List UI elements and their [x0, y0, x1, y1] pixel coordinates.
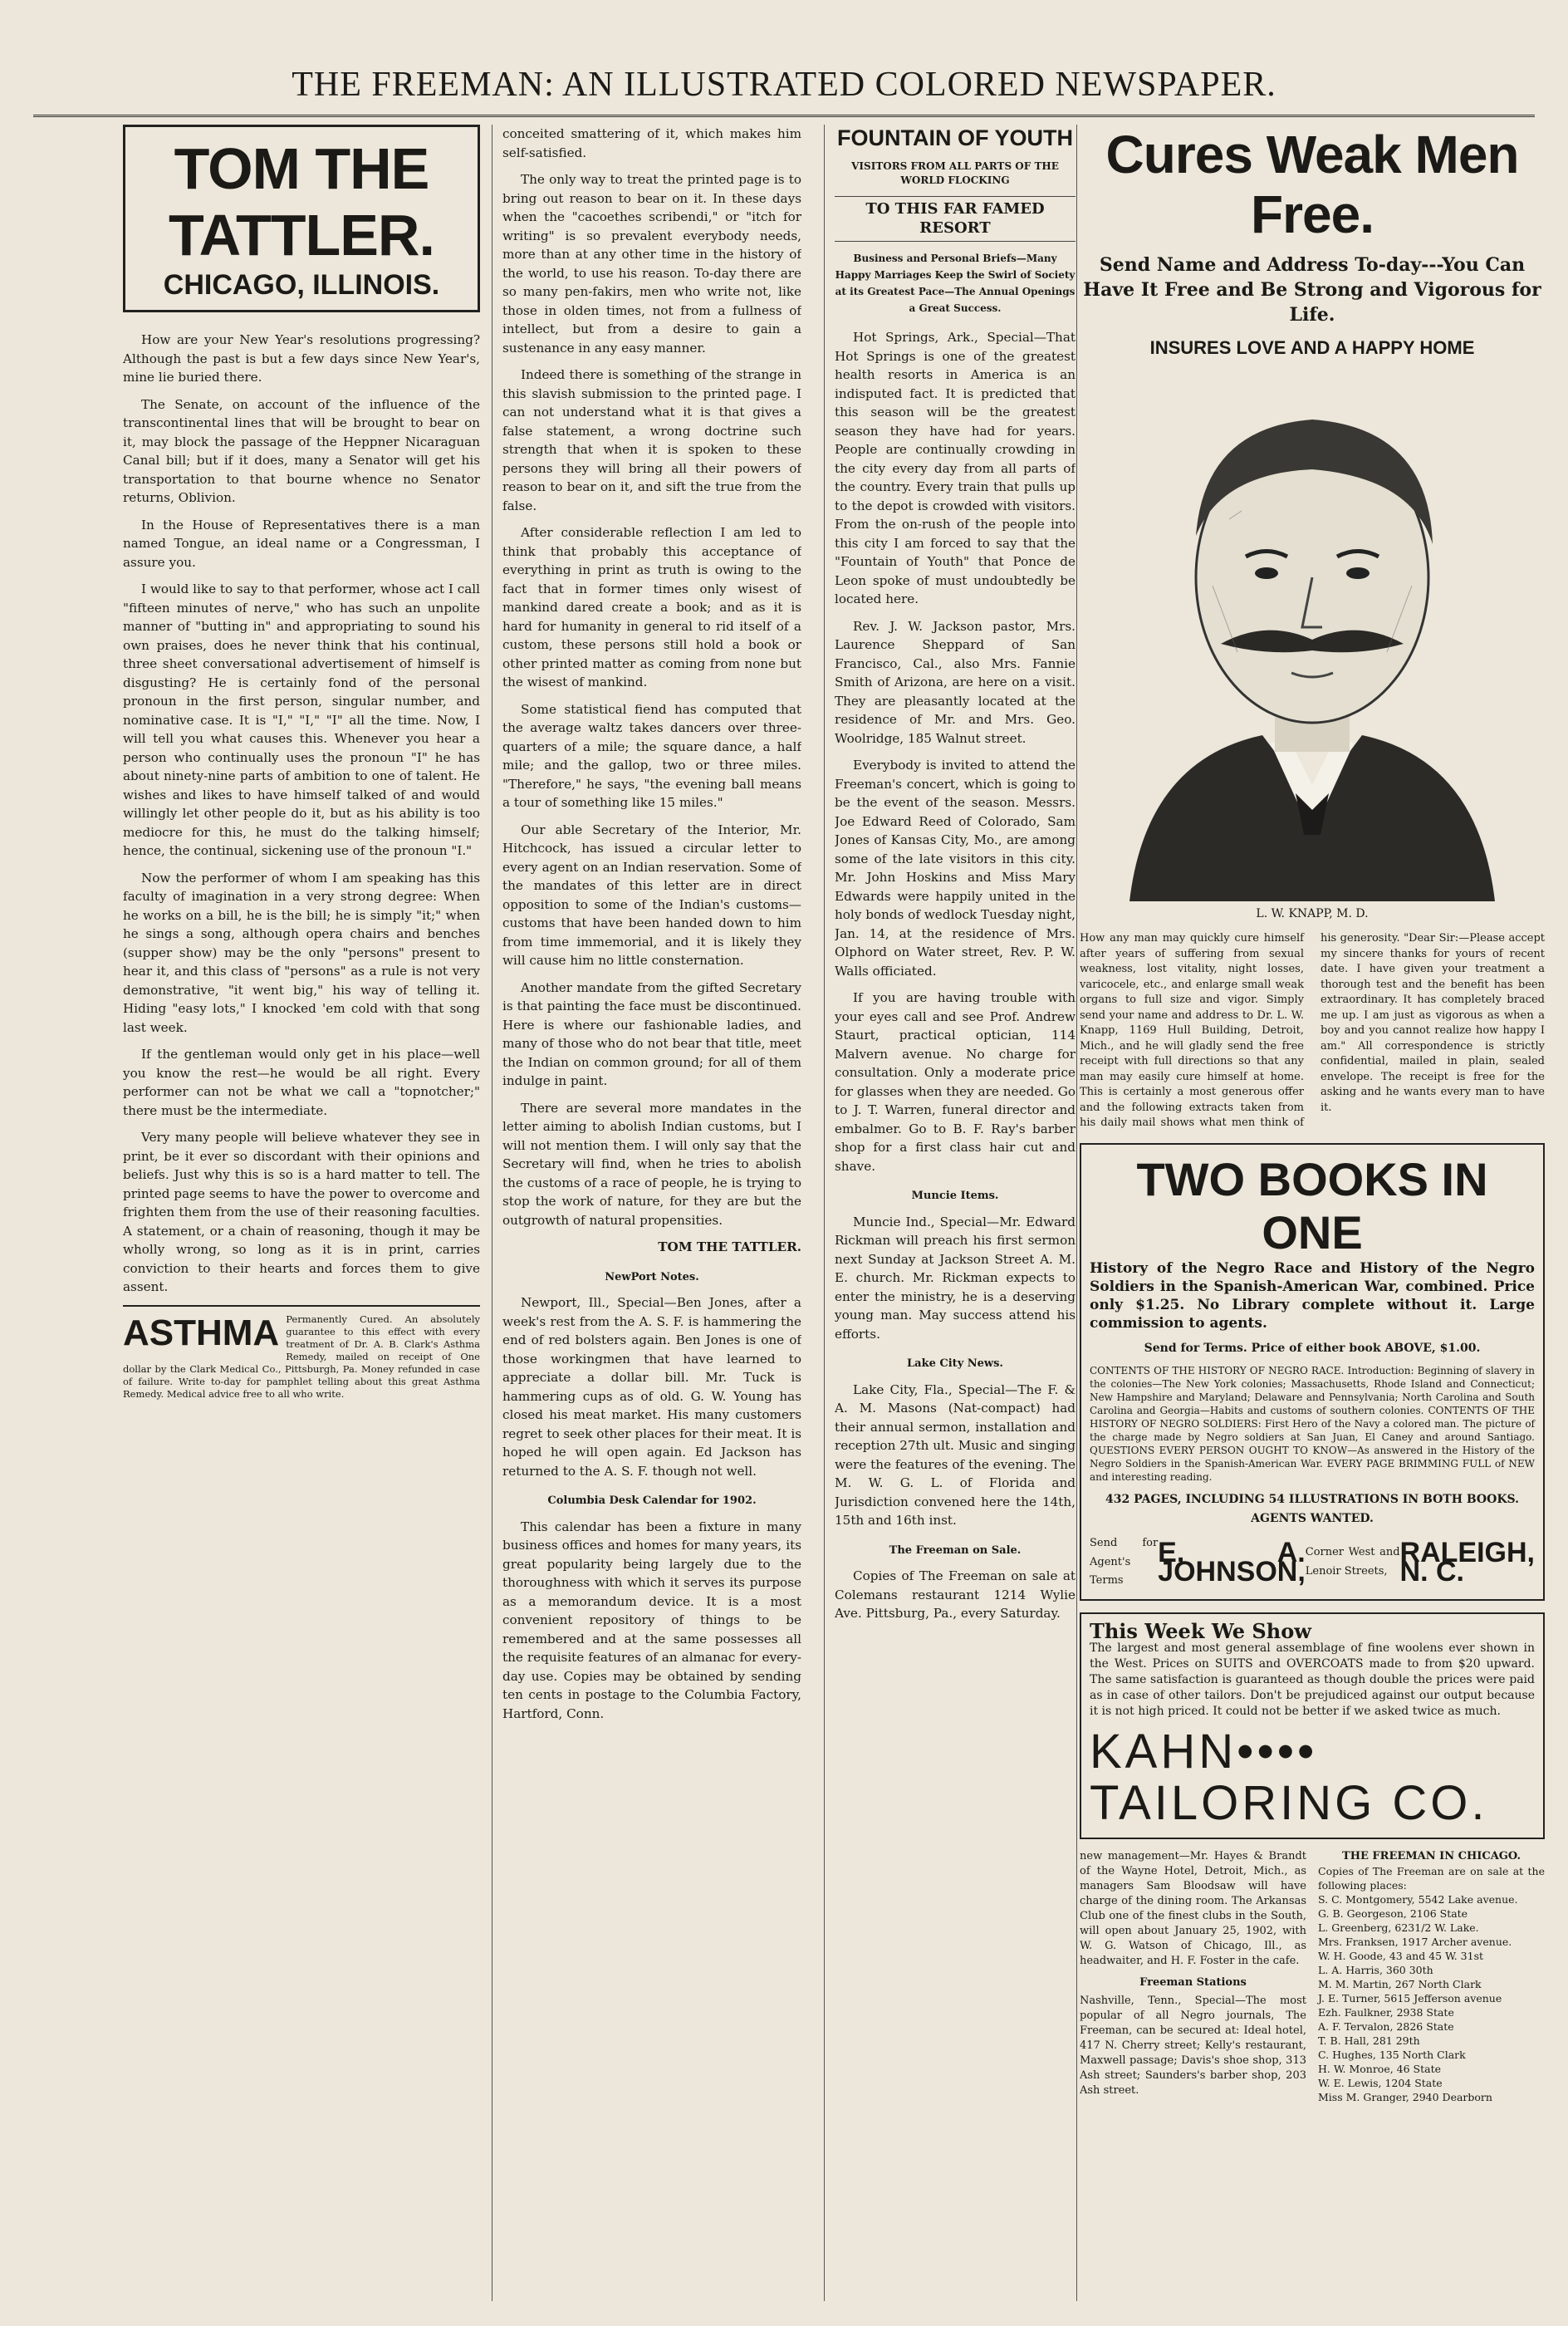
- column-two: [502, 125, 801, 2301]
- agent-entry: W. E. Lewis, 1204 State: [1318, 2077, 1443, 2089]
- article-paragraph: In the House of Representatives there is a man named Tongue, an ideal name or a Congressman, I assure you.: [123, 517, 480, 570]
- two-books-pages: 432 PAGES, INCLUDING 54 ILLUSTRATIONS IN BOTH BOOKS. AGENTS WANTED.: [1105, 1493, 1519, 1525]
- article-paragraph: Hot Springs, Ark., Special—That Hot Springs is one of the greatest health resorts in America is an indisputed fact. It is predicted that this season will be the greatest season they have had for years. People are continually crowding in the city every day from all parts of the country. Every train that pulls up to the depot is crowded with visitors. From the on-rush of the people into this city I am forced to say that the "Fountain of Youth" that Ponce de Leon spoke of must undoubtedly be located here.: [835, 330, 1076, 606]
- two-books-subtitle: History of the Negro Race and History of the Negro Soldiers in the Spanish-American War, combined. Price only $1.25. No Library complete without it. Large commission to agents.: [1090, 1259, 1535, 1332]
- article-paragraph: Now the performer of whom I am speaking has this faculty of imagination in a very strong degree: When he works on a bill, he is the bill; he is simply "it;" when he sings a song, although opera chairs and benches (supper show) may be the only "persons" present to hear it, and this class of "persons" as a rule is not very demonstrative, "it went big," his way of telling it. Hiding "easy lots," I knocked 'em cold with that song last week.: [123, 870, 480, 1035]
- section-heading: Columbia Desk Calendar for 1902.: [547, 1494, 757, 1507]
- column-fountain: [835, 125, 1076, 2301]
- kahn-logo: [1090, 1726, 1535, 1829]
- cures-headline: Cures Weak Men Free.: [1105, 125, 1519, 244]
- article-paragraph: Everybody is invited to attend the Freeman's concert, which is going to be the event of the season. Messrs. Joe Edward Reed of Colorado, Sam Jones of Kansas City, Mo., are among some of the late visitors in this city. Mr. John Hoskins and Miss Mary Edwards were happily united in the holy bonds of wedlock Tuesday night, Jan. 14, at the residence of Mrs. Olphord on Water street, Rev. P. W. Walls officiated.: [835, 758, 1076, 979]
- two-books-terms: Send for Terms. Price of either book ABOVE, $1.00.: [1144, 1341, 1481, 1355]
- section-heading: Muncie Items.: [911, 1190, 999, 1202]
- section-heading: Freeman Stations: [1139, 1976, 1247, 1989]
- article-paragraph: Lake City, Fla., Special—The F. & A. M. Masons (Nat-compact) had their annual sermon, installation and reception 27th ult. Music and singing were the features of the evening. The M. W. G. L. of Florida and Jurisdiction convened here the 14th, 15th and 16th inst.: [835, 1381, 1076, 1528]
- portrait-illustration: [1096, 370, 1528, 901]
- notices-right: [1318, 1849, 1545, 2104]
- agent-entry: S. C. Montgomery, 5542 Lake avenue.: [1318, 1893, 1518, 1906]
- article-paragraph: Another mandate from the gifted Secretary is that painting the face must be discontinued. Here is where our fashionable ladies, and many of those who do not bear that title, meet the Indian on common ground; for all of them indulge in paint.: [502, 979, 801, 1088]
- portrait-caption: L. W. KNAPP, M. D.: [1256, 906, 1369, 920]
- article-paragraph: The Senate, on account of the influence of the transcontinental lines that will be brought to bear on it, may block the passage of the Heppner Nicaraguan Canal bill; but if it does, many a Senator will get his transportation to that bourne whence no Senator returns, Oblivion.: [123, 396, 480, 505]
- article-paragraph: This calendar has been a fixture in many business offices and homes for many years, its great popularity being largely due to the thoroughness with which it serves its purpose as a memorandum device. It is a most convenient repository of things to be remembered and at the same possesses all the requisite features of an almanac for every-day use. Copies may be obtained by sending ten cents in postage to the Columbia Factory, Hartford, Conn.: [502, 1519, 801, 1721]
- article-paragraph: Some statistical fiend has computed that the average waltz takes dancers over three-quarters of a mile; the square dance, a half mile; and the gallop, two or three miles. "Therefore," he says, "the evening ball means a tour of something like 15 miles.": [502, 701, 801, 810]
- agent-entry: G. B. Georgeson, 2106 State: [1318, 1907, 1468, 1920]
- article-paragraph: There are several more mandates in the letter aiming to abolish Indian customs, but I will not mention them. I will only say that the Secretary will find, when he tries to abolish the customs of a race of people, he is trying to stop the work of nature, for they are but the outgrowth of natural propensities.: [502, 1100, 801, 1228]
- agent-entry: L. Greenberg, 6231/2 W. Lake.: [1318, 1921, 1479, 1934]
- order-city: RALEIGH, N. C.: [1399, 1537, 1535, 1587]
- article-paragraph: Muncie Ind., Special—Mr. Edward Rickman will preach his first sermon next Sunday at Jackson Street A. M. E. church. Mr. Rickman expects to enter the ministry, he is a deserving young man. May success attend his efforts.: [835, 1214, 1076, 1342]
- column-divider: [1076, 125, 1077, 2301]
- fountain-deck: Business and Personal Briefs—Many Happy Marriages Keep the Swirl of Society at its Greatest Pace—The Annual Openings a Great Success.: [835, 253, 1076, 314]
- agent-entry: J. E. Turner, 5615 Jefferson avenue: [1318, 1992, 1502, 2005]
- fountain-deck: TO THIS FAR FAMED RESORT: [835, 196, 1076, 242]
- signature: TOM THE TATTLER.: [658, 1239, 801, 1254]
- knapp-ad-text: How any man may quickly cure himself after years of suffering from sexual weakness, lost vitality, night losses, varicocele, etc., and enlarge small weak organs to full size and vigor. Simply send your name and address to Dr. L. W. Knapp, 1169 Hull Building, Detroit, Mich., and he will gladly send the free receipt with full directions so that any man may easily cure himself at home. This is certainly a most generous offer and the following extracts taken from his daily mail shows what men think of his generosity. "Dear Sir:—Please accept my sincere thanks for yours of recent date. I have given your treatment a thorough test and the benefit has been extraordinary. It has completely braced me up. I am just as vigorous as when a boy and you cannot realize how happy I am." All correspondence is strictly confidential, mailed in plain, sealed envelope. The receipt is free for the asking and he wants every man to have it.: [1080, 932, 1545, 1129]
- agent-entry: H. W. Monroe, 46 State: [1318, 2063, 1442, 2075]
- agent-entry: T. B. Hall, 281 29th: [1318, 2034, 1420, 2047]
- article-paragraph: Our able Secretary of the Interior, Mr. Hitchcock, has issued a circular letter to every agent on an Indian reservation. Some of the mandates of this letter are in direct opposition to some of the Indian's customs—customs that have been handed down to him from time immemorial, and it is likely they will cause him no little consternation.: [502, 822, 801, 968]
- agent-entry: M. M. Martin, 267 North Clark: [1318, 1978, 1482, 1990]
- kahn-body: The largest and most general assemblage of fine woolens ever shown in the West. Prices on SUITS and OVERCOATS made to from $20 upward. The same satisfaction is guaranteed as though double the prices were paid as in case of other tailors. Don't be prejudiced against our output because it is not high priced. It could not be better if we asked twice as much.: [1090, 1641, 1535, 1718]
- cures-subhead: Send Name and Address To-day---You Can Have It Free and Be Strong and Vigorous for Life.: [1083, 254, 1541, 326]
- fountain-headline: FOUNTAIN OF YOUTH: [837, 125, 1073, 150]
- article-paragraph: If you are having trouble with your eyes call and see Prof. Andrew Staurt, practical optician, 114 Malvern avenue. No charge for consultation. Only a moderate price for glasses when they are needed. Go to J. T. Warren, funeral director and embalmer. Go to B. F. Ray's barber shop for a first class hair cut and shave.: [835, 990, 1076, 1174]
- article-paragraph: Very many people will believe whatever they see in print, be it ever so discordant with their opinions and beliefs. Just why this is so is a hard matter to tell. The printed page seems to have the power to overcome and frighten them from the use of their reasoning faculties. A statement, or a chain of reasoning, though it may be wholly wrong, so long as it is in print, carries conviction to their hearts and forces them to give assent.: [123, 1130, 480, 1294]
- agent-entry: Miss M. Granger, 2940 Dearborn: [1318, 2091, 1492, 2103]
- asthma-ad: [123, 1305, 480, 1401]
- bottom-notices: [1080, 1849, 1545, 2104]
- kahn-logo-line: TAILORING CO.: [1090, 1776, 1488, 1830]
- article-paragraph: Copies of The Freeman on sale at Colemans restaurant 1214 Wylie Ave. Pittsburg, Pa., every Saturday.: [835, 1568, 1076, 1621]
- agent-entry: Mrs. Franksen, 1917 Archer avenue.: [1318, 1936, 1512, 1948]
- asthma-ad-word: ASTHMA: [123, 1312, 280, 1353]
- tattler-title: TOM THE TATTLER.: [169, 136, 434, 267]
- tattler-subtitle: CHICAGO, ILLINOIS.: [163, 269, 440, 301]
- column-divider: [824, 125, 825, 2301]
- notices-left: [1080, 1849, 1306, 2104]
- section-heading: The Freeman on Sale.: [889, 1543, 1022, 1557]
- order-address: Corner West and Lenoir Streets,: [1305, 1546, 1400, 1578]
- agent-entry: Ezh. Faulkner, 2938 State: [1318, 2006, 1454, 2019]
- tattler-heading-box: [123, 125, 480, 312]
- article-paragraph: conceited smattering of it, which makes him self-satisfied.: [502, 126, 801, 160]
- section-heading: NewPort Notes.: [605, 1270, 699, 1283]
- agents-intro: Copies of The Freeman are on sale at the following places:: [1318, 1865, 1545, 1892]
- agent-entry: L. A. Harris, 360 30th: [1318, 1964, 1433, 1976]
- agent-entry: C. Hughes, 135 North Clark: [1318, 2049, 1466, 2061]
- kahn-logo-line: KAHN••••: [1090, 1725, 1318, 1779]
- article-paragraph: Rev. J. W. Jackson pastor, Mrs. Laurence Sheppard of San Francisco, Cal., also Mrs. Fannie Smith of Arizona, are here on a visit. They are pleasantly located at the residence of Mr. and Mrs. Geo. Woolridge, 185 Walnut street.: [835, 618, 1076, 746]
- article-paragraph: Newport, Ill., Special—Ben Jones, after a week's rest from the A. S. F. is hammering the end of red bolsters again. Ben Jones is one of those workingmen that have learned to appreciate a dollar bill. Mr. Tuck is hammering cups as of old. G. W. Young has closed his meat market. His many customers regret to seek other places for their meat. It is hoped he will open again. Ed Jackson has returned to the A. S. F. though not well.: [502, 1295, 801, 1479]
- column-tattler: [123, 125, 480, 2301]
- article-paragraph: Nashville, Tenn., Special—The most popular of all Negro journals, The Freeman, can be secured at: Ideal hotel, 417 N. Cherry street; Kelly's restaurant, Maxwell passage; Davis's shoe shop, 313 Ash street; Saunders's barber shop, 203 Ash street.: [1080, 1995, 1306, 2097]
- fountain-deck: VISITORS FROM ALL PARTS OF THE WORLD FLOCKING: [851, 160, 1059, 186]
- article-paragraph: I would like to say to that performer, whose act I call "fifteen minutes of nerve," who has such an unpolite manner of "butting in" and appropriating to sound his own praises, does he never think that his continual, three sheet conversational advertisement of himself is disgusting? He is certainly fond of the personal pronoun in the first person, singular number, and nominative case. It is "I," "I," "I" all the time. Now, I will tell you what causes this. Whenever you hear a person who continually uses the pronoun "I" he has about ninety-nine parts of ambition to one of talent. He wishes and likes to have himself talked of and would willingly let other people do it, but as his ability is too mediocre for this, he must do the talking himself; hence, the continual, sickening use of the pronoun "I.": [123, 582, 480, 858]
- column-ads: [1080, 125, 1545, 2301]
- two-books-ad: [1080, 1143, 1545, 1601]
- agent-entry: W. H. Goode, 43 and 45 W. 31st: [1318, 1950, 1484, 1962]
- article-paragraph: If the gentleman would only get in his place—well you know the rest—he would be all right. Every performer can not be what we call a "topnotcher;" there must be the intermediate.: [123, 1047, 480, 1118]
- article-paragraph: After considerable reflection I am led to think that probably this acceptance of everything in print as truth is owing to the fact that in former times only wisest of mankind dared create a book; and as it is hard for humanity in general to rid itself of a custom, these persons still hold a book or other printed matter as coming from none but the wisest of mankind.: [502, 525, 801, 689]
- masthead: THE FREEMAN: AN ILLUSTRATED COLORED NEWSPAPER.: [292, 66, 1276, 104]
- kahn-week: This Week We Show: [1090, 1618, 1311, 1643]
- order-left: Send for Agent's Terms: [1090, 1537, 1159, 1587]
- two-books-order: [1090, 1534, 1535, 1591]
- kahn-tailoring-ad: [1080, 1612, 1545, 1840]
- masthead-rule: [33, 115, 1535, 117]
- two-books-title: TWO BOOKS IN ONE: [1136, 1152, 1488, 1259]
- article-paragraph: new management—Mr. Hayes & Brandt of the Wayne Hotel, Detroit, Mich., as managers Sam Bloodsaw will have charge of the dining room. The Arkansas Club one of the finest clubs in the South, will open about January 25, 1902, with W. G. Watson of Chicago, Ill., as headwaiter, and H. F. Foster in the cafe.: [1080, 1850, 1306, 1967]
- agent-entry: A. F. Tervalon, 2826 State: [1318, 2020, 1454, 2033]
- asthma-ad-text: Permanently Cured. An absolutely guarantee to this effect with every treatment of Dr. A. B. Clark's Asthma Remedy, mailed on receipt of One dollar by the Clark Medical Co., Pittsburgh, Pa. Money refunded in case of failure. Write to-day for pamphlet telling about this great Asthma Remedy. Medical advice free to all who write.: [123, 1313, 480, 1400]
- section-heading: THE FREEMAN IN CHICAGO.: [1342, 1850, 1521, 1862]
- article-paragraph: How are your New Year's resolutions progressing? Although the past is but a few days since New Year's, mine lie buried there.: [123, 332, 480, 385]
- cures-tagline: INSURES LOVE AND A HAPPY HOME: [1149, 337, 1475, 358]
- section-heading: Lake City News.: [907, 1357, 1003, 1370]
- two-books-contents: CONTENTS OF THE HISTORY OF NEGRO RACE. Introduction: Beginning of slavery in the colonies—The New York colonies; Massachusetts, Rhode Island and Connecticut; New Hampshire and Maryland; Delaware and Pennsylvania; North Carolina and South Carolina and Georgia—Habits and customs of southern colonies. CONTENTS OF THE HISTORY OF NEGRO SOLDIERS: First Hero of the Navy a colored man. The picture of the charge made by Negro soldiers at San Juan, El Caney and around Santiago. QUESTIONS EVERY PERSON OUGHT TO KNOW—As answered in the History of the Negro Soldiers in the Spanish-American War. EVERY PAGE BRIMMING FULL of NEW and interesting reading.: [1090, 1365, 1535, 1483]
- article-paragraph: Indeed there is something of the strange in this slavish submission to the printed page. I can not understand what it is that gives a false statement, a wrong doctrine such strength that when it is spoken to these persons they will bring all their powers of reason to bear on it, and sift the true from the false.: [502, 367, 801, 513]
- order-name: E. A. JOHNSON,: [1158, 1537, 1306, 1587]
- article-paragraph: The only way to treat the printed page is to bring out reason to bear on it. In these days when the "cacoethes scribendi," or "itch for writing" is so prevalent everybody needs, more than at any other time in the history of the world, to use his reason. To-day there are so many pen-fakirs, men who write not, like those in olden times, not from a fullness of intellect, but from a desire to gain a sustenance in any easy manner.: [502, 172, 801, 356]
